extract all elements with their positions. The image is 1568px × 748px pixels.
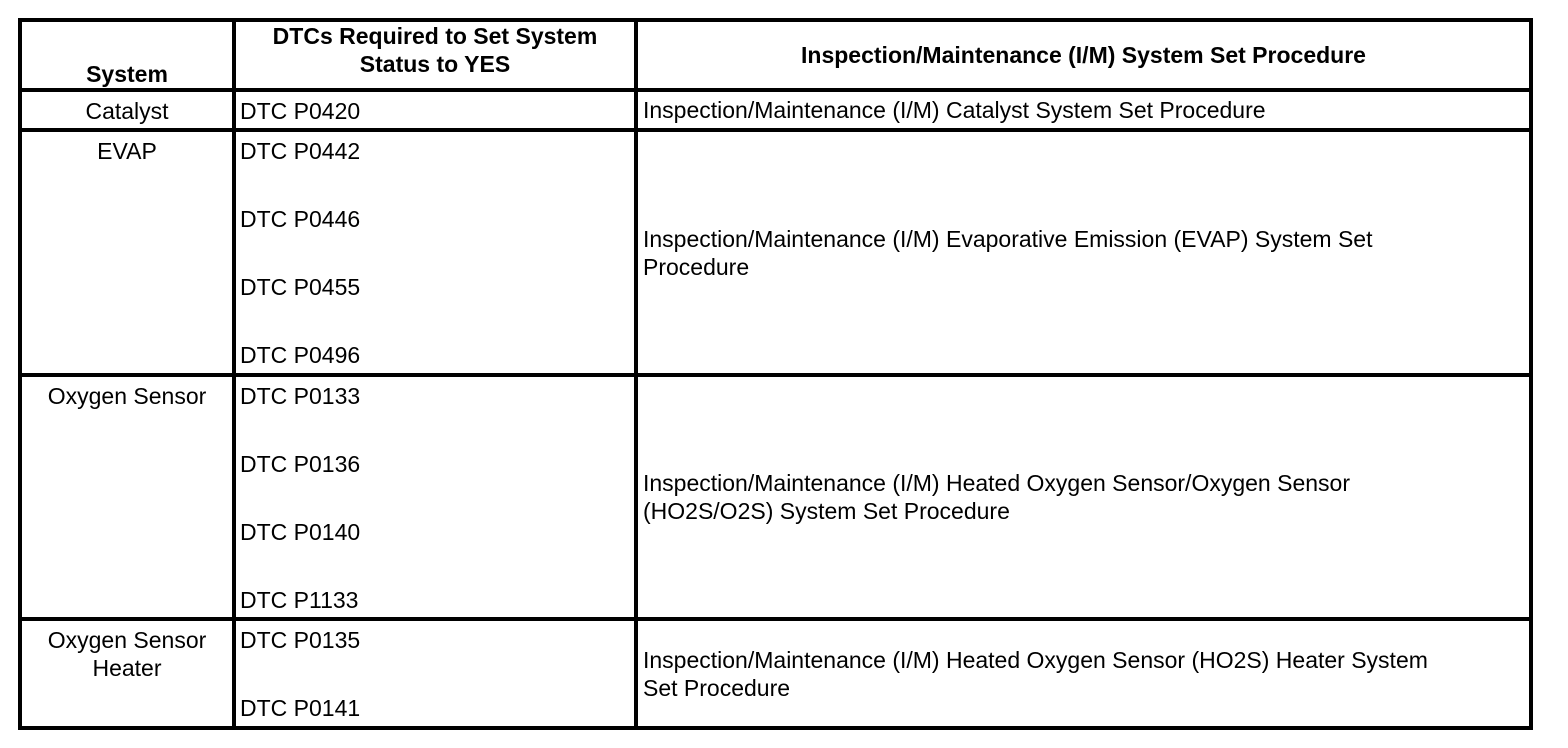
table-row-oxygen-sensor <box>20 375 1531 620</box>
procedure-text: Inspection/Maintenance (I/M) Catalyst System Set Procedure <box>643 97 1266 124</box>
system-cell <box>20 375 234 620</box>
dtc-list <box>240 626 634 722</box>
system-name: Catalyst <box>85 98 169 124</box>
dtc-cell <box>234 375 636 620</box>
dtc-code: DTC P0133 <box>240 382 361 409</box>
dtc-code: DTC P0496 <box>240 342 361 369</box>
dtc-code: DTC P0442 <box>240 138 361 165</box>
dtc-cell <box>234 130 636 375</box>
procedure-text-line-1: Inspection/Maintenance (I/M) Heated Oxygen Sensor (HO2S) Heater System <box>643 646 1428 673</box>
system-cell <box>20 130 234 375</box>
procedure-cell <box>636 130 1531 375</box>
dtc-list <box>240 137 634 369</box>
system-name-line-1: Oxygen Sensor <box>47 627 207 654</box>
procedure-text-line-1: Inspection/Maintenance (I/M) Evaporative Emission (EVAP) System Set <box>643 225 1373 252</box>
system-name: Oxygen Sensor <box>47 382 207 409</box>
dtc-code: DTC P0446 <box>240 206 361 233</box>
dtc-code: DTC P0136 <box>240 450 361 477</box>
dtc-list <box>240 97 634 125</box>
dtc-code: DTC P0420 <box>240 98 361 124</box>
table-header-row <box>20 20 1531 90</box>
procedure-text-line-2: Procedure <box>643 253 750 280</box>
header-dtcs <box>234 20 636 90</box>
dtc-cell <box>234 619 636 728</box>
dtc-list <box>240 382 634 614</box>
system-name-line-2: Heater <box>92 655 162 682</box>
header-system: System <box>20 20 234 90</box>
procedure-cell <box>636 375 1531 620</box>
dtc-code: DTC P0455 <box>240 274 361 301</box>
dtc-code: DTC P0140 <box>240 518 361 545</box>
system-cell <box>20 90 234 130</box>
dtc-code: DTC P1133 <box>240 586 359 613</box>
header-procedure: Inspection/Maintenance (I/M) System Set Procedure <box>636 20 1531 90</box>
table-row-catalyst <box>20 90 1531 130</box>
procedure-cell <box>636 90 1531 130</box>
header-dtcs-line-2: Status to YES <box>359 51 511 77</box>
dtc-code: DTC P0135 <box>240 627 361 654</box>
procedure-text-line-1: Inspection/Maintenance (I/M) Heated Oxygen Sensor/Oxygen Sensor <box>643 470 1350 497</box>
procedure-cell <box>636 619 1531 728</box>
system-name: EVAP <box>97 138 157 165</box>
table-row-evap <box>20 130 1531 375</box>
header-dtcs-line-1: DTCs Required to Set System <box>272 23 598 49</box>
dtc-cell <box>234 90 636 130</box>
im-system-set-table <box>18 18 1533 730</box>
system-cell <box>20 619 234 728</box>
procedure-text-line-2: (HO2S/O2S) System Set Procedure <box>643 498 1010 525</box>
table-row-oxygen-sensor-heater <box>20 619 1531 728</box>
dtc-code: DTC P0141 <box>240 695 361 722</box>
procedure-text-line-2: Set Procedure <box>643 674 791 701</box>
